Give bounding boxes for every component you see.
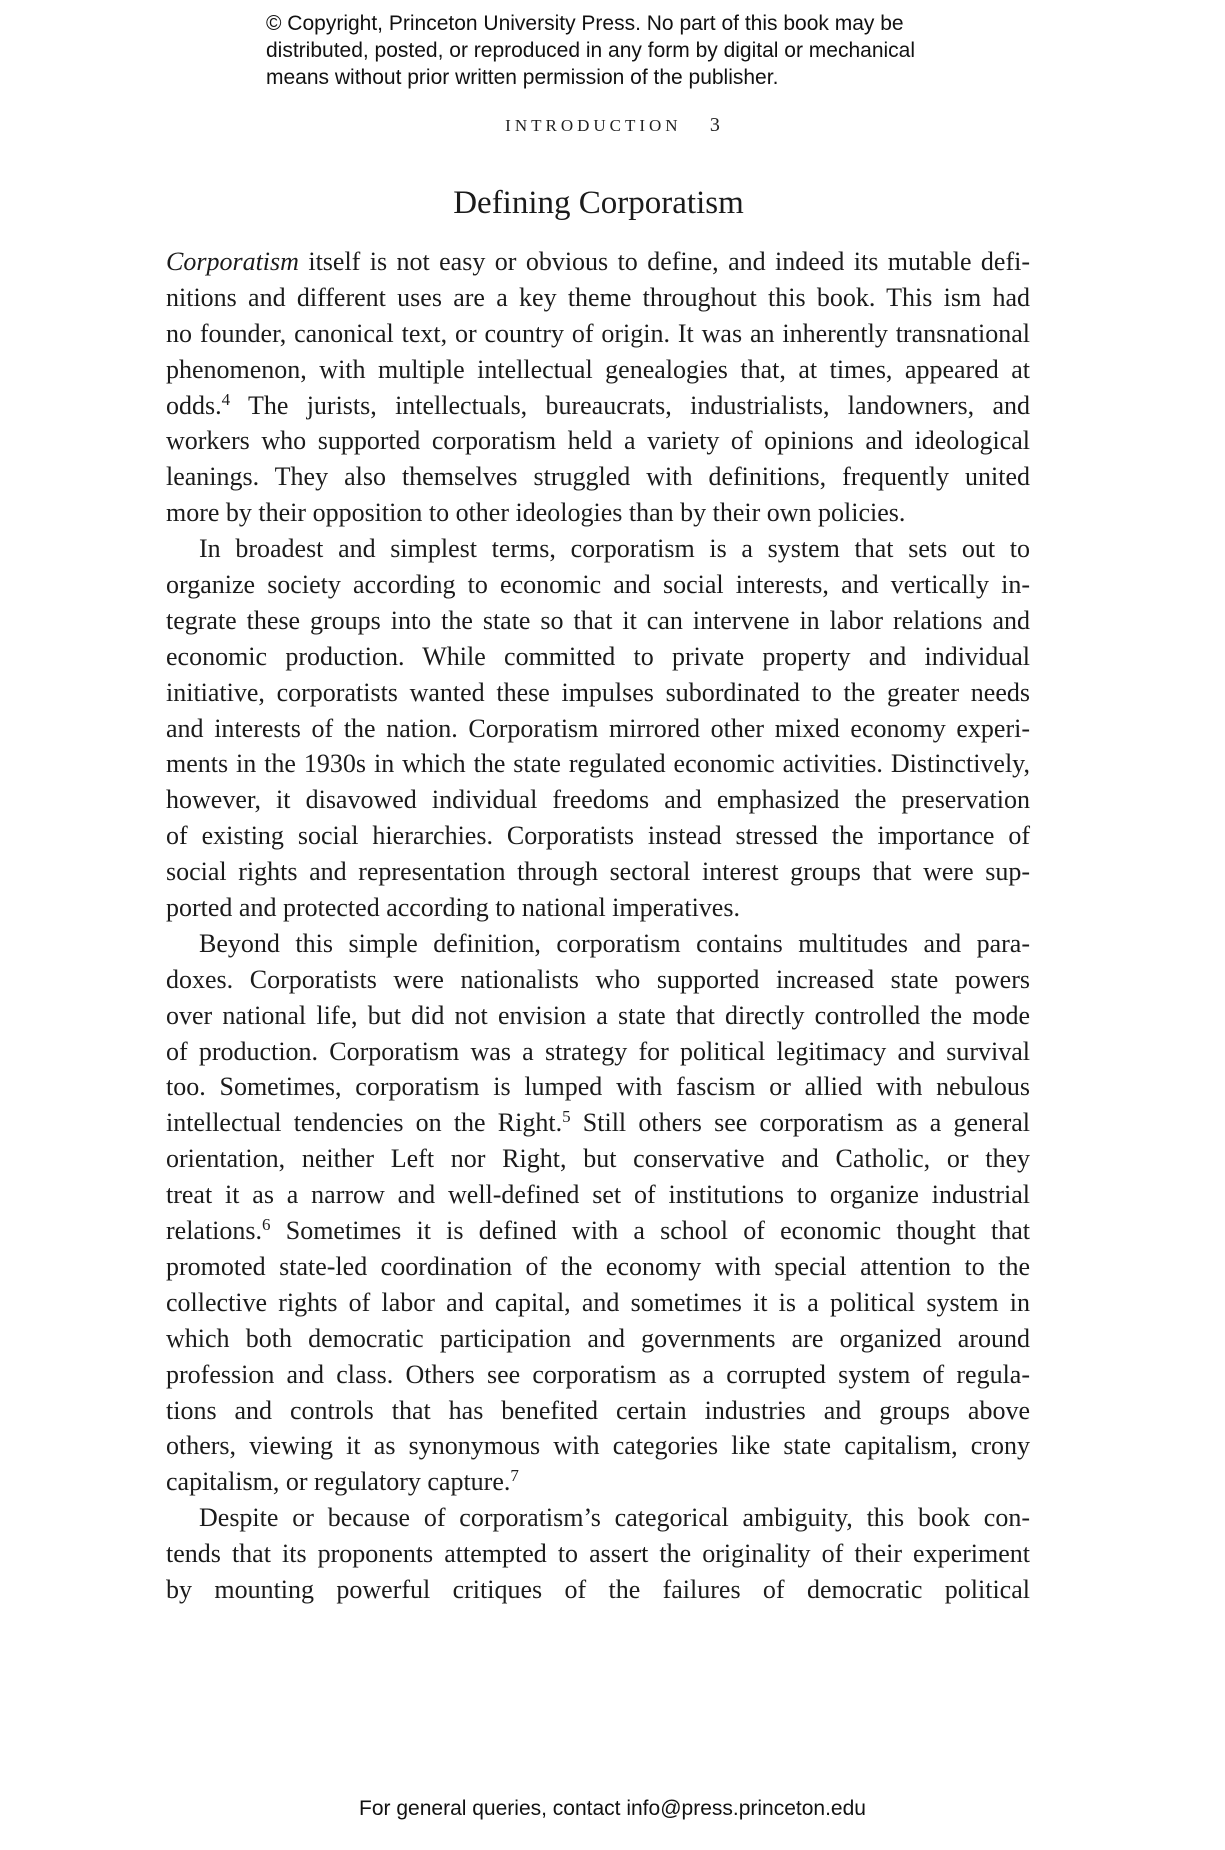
text-line: phenomenon, with multiple intellectual genealogies that, at times, appeared at <box>166 354 1030 384</box>
text-line: capitalism, or regulatory capture.$^7$ <box>166 1466 519 1497</box>
body-text <box>166 244 1030 1608</box>
footnote-marker[interactable]: 6 <box>262 1215 271 1235</box>
footnote-marker[interactable]: 7 <box>510 1466 519 1486</box>
footer-contact: For general queries, contact info@press.princeton.edu <box>359 1797 866 1820</box>
text-line: profession and class. Others see corporatism as a corrupted system of regula- <box>166 1359 1030 1389</box>
section-title: Defining Corporatism <box>453 185 744 221</box>
text-line: leanings. They also themselves struggled with definitions, frequently united <box>166 462 1030 492</box>
text-line: no founder, canonical text, or country of origin. It was an inherently transnational <box>166 318 1030 348</box>
text-line: promoted state-led coordination of the economy with special attention to the <box>166 1251 1030 1281</box>
text-line: treat it as a narrow and well-defined set of institutions to organize industrial <box>166 1180 1030 1210</box>
footnote-marker[interactable]: 4 <box>221 389 231 409</box>
text-line: tends that its proponents attempted to assert the originality of their experiment <box>166 1539 1030 1569</box>
text-line: initiative, corporatists wanted these impulses subordinated to the greater needs <box>166 677 1030 707</box>
copyright-notice <box>266 10 1026 91</box>
text-line: tions and controls that has benefited certain industries and groups above <box>166 1395 1030 1425</box>
text-line: collective rights of labor and capital, and sometimes it is a political system in <box>166 1287 1030 1317</box>
text-line: more by their opposition to other ideologies than by their own policies. <box>166 498 906 528</box>
copyright-line: distributed, posted, or reproduced in any form by digital or mechanical <box>266 39 916 62</box>
text-line: which both democratic participation and governments are organized around <box>166 1323 1030 1353</box>
text-line: nitions and different uses are a key theme throughout this book. This ism had <box>166 282 1030 312</box>
running-head <box>0 114 1225 137</box>
text-line: by mounting powerful critiques of the failures of democratic political <box>166 1574 1030 1604</box>
text-line: too. Sometimes, corporatism is lumped with fascism or allied with nebulous <box>166 1072 1030 1102</box>
copyright-line: means without prior written permission of the publisher. <box>266 66 779 89</box>
text-line: social rights and representation through sectoral interest groups that were sup- <box>166 857 1030 887</box>
text-line: economic production. While committed to private property and individual <box>166 641 1030 671</box>
copyright-line: © Copyright, Princeton University Press. No part of this book may be <box>266 12 904 35</box>
text-line: In broadest and simplest terms, corporatism is a system that sets out to <box>199 534 1030 564</box>
text-line: ported and protected according to national imperatives. <box>166 893 740 923</box>
text-line: of production. Corporatism was a strategy for political legitimacy and survival <box>166 1036 1030 1066</box>
text-line: Corporatism itself is not easy or obvious to define, and indeed its mutable defi- <box>166 247 1030 276</box>
text-line: relations.$^6$ Sometimes it is defined with a school of economic thought that <box>166 1215 1031 1246</box>
page-number: 3 <box>709 114 720 136</box>
running-head-section: INTRODUCTION <box>505 116 682 135</box>
text-line: workers who supported corporatism held a variety of opinions and ideological <box>166 426 1030 456</box>
text-line: over national life, but did not envision a state that directly controlled the mode <box>166 1000 1030 1030</box>
text-line: tegrate these groups into the state so that it can intervene in labor relations and <box>166 605 1030 635</box>
text-line: doxes. Corporatists were nationalists who supported increased state powers <box>166 964 1030 994</box>
text-line: Despite or because of corporatism’s categorical ambiguity, this book con- <box>199 1503 1030 1533</box>
text-line: of existing social hierarchies. Corporatists instead stressed the importance of <box>166 821 1030 851</box>
text-line: ments in the 1930s in which the state regulated economic activities. Distinctively, <box>166 749 1030 779</box>
text-line: odds.$^4$ The jurists, intellectuals, bureaucrats, industrialists, landowners, and <box>166 389 1031 420</box>
text-line: organize society according to economic and social interests, and vertically in- <box>166 570 1030 600</box>
text-line: however, it disavowed individual freedoms and emphasized the preservation <box>166 785 1030 815</box>
italic-term: Corporatism <box>166 247 299 276</box>
text-line: Beyond this simple definition, corporatism contains multitudes and para- <box>199 928 1030 958</box>
text-line: and interests of the nation. Corporatism mirrored other mixed economy experi- <box>166 713 1030 743</box>
text-line: others, viewing it as synonymous with categories like state capitalism, crony <box>166 1431 1030 1461</box>
footnote-marker[interactable]: 5 <box>562 1107 571 1127</box>
text-line: orientation, neither Left nor Right, but conservative and Catholic, or they <box>166 1144 1030 1174</box>
text-line: intellectual tendencies on the Right.$^5$ Still others see corporatism as a general <box>166 1107 1030 1138</box>
